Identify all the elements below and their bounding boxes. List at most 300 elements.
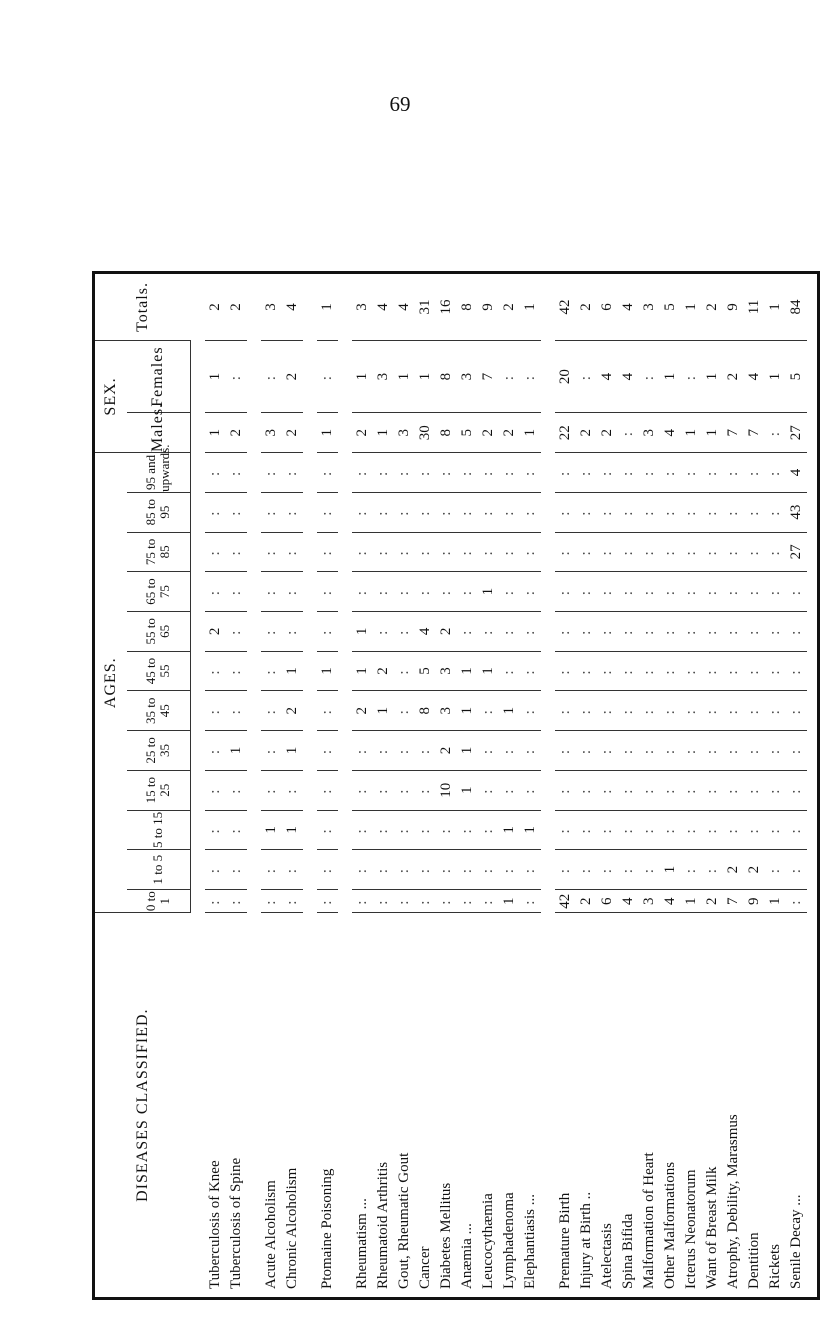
age-count-cell: : [499,850,520,890]
age-count-cell: : [786,572,807,612]
age-count-cell: : [576,691,597,731]
age-count-cell: : [723,651,744,691]
age-count-cell: 1 [457,651,478,691]
age-count-cell: : [436,850,457,890]
males-count-cell: 2 [282,413,303,453]
age-count-cell: : [555,850,576,890]
age-count-cell: 3 [436,651,457,691]
age-count-cell: : [282,532,303,572]
total-count-cell: 1 [317,273,338,341]
females-count-cell: 5 [786,340,807,412]
age-count-cell: : [786,731,807,771]
age-count-cell: 2 [744,850,765,890]
age-count-cell: : [555,770,576,810]
age-count-cell: 1 [457,731,478,771]
total-count-cell: 3 [639,273,660,341]
table-row [618,142,639,1299]
age-count-cell: : [618,691,639,731]
total-count-cell: 4 [618,273,639,341]
age-count-cell: : [478,890,499,913]
age-count-cell: : [457,572,478,612]
age-count-cell: : [478,810,499,850]
age-count-cell: : [660,810,681,850]
age-count-cell: 43 [786,492,807,532]
age-count-cell: : [415,890,436,913]
age-count-cell: : [261,651,282,691]
age-count-cell: : [457,611,478,651]
males-count-cell: : [618,413,639,453]
age-count-cell: : [457,890,478,913]
age-count-cell: 1 [352,611,373,651]
age-count-cell: : [681,691,702,731]
age-count-cell: : [786,850,807,890]
disease-name: Injury at Birth .. [576,913,597,1299]
age-count-cell: : [394,611,415,651]
age-count-cell: : [261,890,282,913]
age-count-cell: : [261,572,282,612]
total-count-cell: 4 [373,273,394,341]
age-count-cell: 1 [478,572,499,612]
age-count-cell: : [394,890,415,913]
age-count-cell: 4 [415,611,436,651]
age-count-cell: 6 [597,890,618,913]
age-count-cell: : [205,850,226,890]
age-count-cell: : [436,532,457,572]
age-count-cell: : [702,810,723,850]
age-count-cell: : [373,850,394,890]
disease-name: Lymphadenoma [499,913,520,1299]
disease-name: Gout, Rheumatic Gout [394,913,415,1299]
age-count-cell: : [394,651,415,691]
age-count-cell: : [765,691,786,731]
age-count-cell: : [744,532,765,572]
disease-table [92,140,820,1300]
age-count-cell: : [205,492,226,532]
females-count-cell: 1 [660,340,681,412]
age-count-cell: : [205,770,226,810]
table-row [576,142,597,1299]
age-count-cell: : [576,453,597,493]
age-count-cell: : [373,731,394,771]
age-count-cell: : [499,611,520,651]
age-count-cell: : [317,770,338,810]
disease-name: Cancer [415,913,436,1299]
age-count-cell: : [555,572,576,612]
age-count-cell: : [373,492,394,532]
age-count-cell: : [499,572,520,612]
age-count-cell: : [786,651,807,691]
disease-name: Atelectasis [597,913,618,1299]
age-count-cell: : [660,691,681,731]
total-count-cell: 4 [282,273,303,341]
females-count-cell: : [681,340,702,412]
group-spacer [303,142,317,1299]
females-count-cell: : [261,340,282,412]
females-count-cell: : [226,340,247,412]
spacer-cell [541,273,555,1299]
age-count-cell: : [520,770,541,810]
total-count-cell: 2 [226,273,247,341]
total-count-cell: 16 [436,273,457,341]
females-count-cell: 8 [436,340,457,412]
age-count-cell: : [261,492,282,532]
age-count-cell: : [373,810,394,850]
age-count-cell: : [786,890,807,913]
table-row [226,142,247,1299]
age-count-cell: : [639,453,660,493]
age-count-cell: : [520,691,541,731]
age-count-cell: : [576,611,597,651]
disease-name: Rickets [765,913,786,1299]
group-spacer [338,142,352,1299]
age-count-cell: : [282,770,303,810]
age-count-cell: : [415,453,436,493]
age-count-cell: : [205,651,226,691]
age-count-cell: : [576,492,597,532]
age-count-cell: : [394,770,415,810]
age-count-cell: 1 [499,810,520,850]
age-count-cell: : [576,850,597,890]
table-row [282,142,303,1299]
total-count-cell: 9 [478,273,499,341]
age-count-cell: 1 [317,651,338,691]
age-count-cell: : [499,492,520,532]
age-count-cell: : [261,850,282,890]
age-count-cell: 1 [478,651,499,691]
total-count-cell: 1 [765,273,786,341]
disease-name: Icterus Neonatorum [681,913,702,1299]
age-count-cell: : [478,850,499,890]
age-count-cell: : [415,532,436,572]
age-count-cell: : [744,651,765,691]
total-count-cell: 2 [205,273,226,341]
age-count-cell: : [555,532,576,572]
rotated-table-container [92,140,804,1300]
age-count-cell: : [226,770,247,810]
males-count-cell: 2 [597,413,618,453]
age-count-cell: : [394,691,415,731]
age-count-cell: 1 [282,731,303,771]
table-row [681,142,702,1299]
total-count-cell: 9 [723,273,744,341]
age-group-header: 65 to 75 [127,572,190,612]
age-count-cell: : [478,770,499,810]
total-count-cell: 3 [261,273,282,341]
age-count-cell: 1 [282,651,303,691]
age-count-cell: : [352,890,373,913]
age-count-cell: : [415,731,436,771]
males-count-cell: 1 [520,413,541,453]
age-count-cell: : [639,651,660,691]
age-count-cell: : [660,492,681,532]
disease-name: Elephantiasis ... [520,913,541,1299]
males-count-cell: 2 [226,413,247,453]
age-count-cell: : [226,890,247,913]
age-count-cell: 1 [373,691,394,731]
age-count-cell: : [744,691,765,731]
age-count-cell: : [205,890,226,913]
age-count-cell: : [436,890,457,913]
age-count-cell: : [373,890,394,913]
age-count-cell: : [317,453,338,493]
age-count-cell: 8 [415,691,436,731]
age-count-cell: : [702,731,723,771]
age-count-cell: : [723,731,744,771]
age-count-cell: 2 [702,890,723,913]
age-count-cell: : [702,532,723,572]
age-group-header: 25 to 35 [127,731,190,771]
total-count-cell: 8 [457,273,478,341]
age-count-cell: : [373,532,394,572]
age-count-cell: : [744,453,765,493]
females-count-cell: 4 [618,340,639,412]
age-count-cell: : [597,611,618,651]
age-count-cell: : [205,691,226,731]
age-count-cell: : [660,532,681,572]
age-count-cell: 4 [660,890,681,913]
age-count-cell: : [499,731,520,771]
age-count-cell: : [457,453,478,493]
age-count-cell: 7 [723,890,744,913]
males-count-cell: : [765,413,786,453]
spacer-cell [338,273,352,1299]
males-count-cell: 2 [478,413,499,453]
age-count-cell: : [618,572,639,612]
disease-name: Senile Decay ... [786,913,807,1299]
age-count-cell: : [702,850,723,890]
table-row [261,142,282,1299]
age-count-cell: 5 [415,651,436,691]
age-count-cell: 1 [765,890,786,913]
age-count-cell: : [415,810,436,850]
ages-header: AGES. [94,453,128,913]
age-count-cell: : [317,691,338,731]
age-count-cell: : [261,691,282,731]
females-count-cell: 1 [394,340,415,412]
females-count-cell: 4 [597,340,618,412]
age-count-cell: : [226,572,247,612]
age-count-cell: : [394,453,415,493]
age-count-cell: : [282,611,303,651]
age-count-cell: : [765,492,786,532]
age-count-cell: 4 [786,453,807,493]
age-count-cell: : [394,532,415,572]
males-count-cell: 3 [261,413,282,453]
age-group-header: 0 to 1 [127,890,190,913]
age-count-cell: : [394,492,415,532]
age-count-cell: : [478,611,499,651]
age-count-cell: : [261,770,282,810]
age-count-cell: : [618,611,639,651]
disease-name: Anæmia ... [457,913,478,1299]
age-count-cell: : [457,810,478,850]
age-count-cell: : [373,453,394,493]
age-count-cell: : [723,810,744,850]
age-count-cell: : [576,651,597,691]
age-count-cell: : [226,492,247,532]
group-spacer [541,142,555,1299]
disease-name: Want of Breast Milk [702,913,723,1299]
females-count-cell: : [520,340,541,412]
age-count-cell: : [597,691,618,731]
age-count-cell: : [618,770,639,810]
age-count-cell: : [576,731,597,771]
totals-header: Totals. [94,273,191,341]
table-row [723,142,744,1299]
age-count-cell: : [352,770,373,810]
age-count-cell: : [499,770,520,810]
age-count-cell: : [702,691,723,731]
total-count-cell: 5 [660,273,681,341]
total-count-cell: 1 [520,273,541,341]
age-count-cell: : [723,770,744,810]
age-count-cell: : [317,492,338,532]
disease-name: Ptomaine Poisoning [317,913,338,1299]
age-count-cell: 1 [681,890,702,913]
age-count-cell: : [765,572,786,612]
age-count-cell: : [555,611,576,651]
total-count-cell: 31 [415,273,436,341]
age-count-cell: : [457,850,478,890]
age-count-cell: : [352,492,373,532]
age-count-cell: : [499,651,520,691]
disease-name: Premature Birth [555,913,576,1299]
age-count-cell: : [744,611,765,651]
age-count-cell: : [618,850,639,890]
age-count-cell: : [394,731,415,771]
age-count-cell: : [478,492,499,532]
males-count-cell: 2 [499,413,520,453]
males-count-cell: 3 [639,413,660,453]
age-count-cell: : [457,532,478,572]
age-count-cell: : [205,810,226,850]
age-group-header: 35 to 45 [127,691,190,731]
age-count-cell: : [660,611,681,651]
age-count-cell: : [786,691,807,731]
age-count-cell: : [639,611,660,651]
age-count-cell: : [744,810,765,850]
table-row [639,142,660,1299]
age-count-cell: 4 [618,890,639,913]
males-count-cell: 7 [723,413,744,453]
table-row [499,142,520,1299]
females-count-cell: 3 [373,340,394,412]
age-count-cell: : [618,810,639,850]
age-count-cell: : [597,572,618,612]
age-count-cell: 27 [786,532,807,572]
age-count-cell: : [205,532,226,572]
age-count-cell: : [681,770,702,810]
age-count-cell: 1 [499,691,520,731]
table-row [205,142,226,1299]
age-count-cell: : [394,572,415,612]
group-spacer [190,142,205,1299]
age-count-cell: : [639,572,660,612]
age-count-cell: 2 [436,611,457,651]
age-group-header: 1 to 5 [127,850,190,890]
age-count-cell: : [520,850,541,890]
total-count-cell: 2 [499,273,520,341]
age-count-cell: 3 [436,691,457,731]
females-count-cell: 4 [744,340,765,412]
age-count-cell: : [520,731,541,771]
disease-name: Malformation of Heart [639,913,660,1299]
age-count-cell: : [205,453,226,493]
age-count-cell: : [317,611,338,651]
females-count-cell: 2 [282,340,303,412]
age-count-cell: : [660,770,681,810]
spacer-cell [247,273,261,1299]
age-count-cell: : [478,453,499,493]
age-count-cell: : [660,731,681,771]
age-count-cell: : [282,572,303,612]
age-count-cell: : [226,850,247,890]
table-row [765,142,786,1299]
disease-name: Dentition [744,913,765,1299]
age-count-cell: : [786,611,807,651]
total-count-cell: 42 [555,273,576,341]
age-count-cell: 2 [436,731,457,771]
age-count-cell: : [723,453,744,493]
table-row [373,142,394,1299]
age-count-cell: : [226,810,247,850]
bottom-border-cell [807,273,819,1299]
disease-name: Leucocythæmia [478,913,499,1299]
age-count-cell: : [744,572,765,612]
age-count-cell: : [618,651,639,691]
disease-name: Atrophy, Debility, Marasmus [723,913,744,1299]
age-count-cell: : [681,572,702,612]
age-count-cell: : [555,691,576,731]
age-count-cell: : [660,651,681,691]
page-number: 69 [389,92,411,116]
age-count-cell: : [352,850,373,890]
males-count-cell: 22 [555,413,576,453]
age-count-cell: : [576,532,597,572]
age-count-cell: : [576,572,597,612]
age-count-cell: : [261,611,282,651]
age-count-cell: : [317,810,338,850]
age-count-cell: : [205,731,226,771]
females-count-cell: 1 [765,340,786,412]
age-count-cell: : [618,492,639,532]
age-count-cell: : [415,572,436,612]
age-count-cell: : [702,453,723,493]
total-count-cell: 84 [786,273,807,341]
age-count-cell: : [765,850,786,890]
females-count-cell: : [499,340,520,412]
age-count-cell: : [555,810,576,850]
age-group-header: 95 and upwards. [127,453,190,493]
age-count-cell: : [618,453,639,493]
males-count-cell: 7 [744,413,765,453]
age-group-header: 55 to 65 [127,611,190,651]
age-count-cell: : [282,453,303,493]
age-count-cell: : [352,453,373,493]
females-count-cell: 1 [702,340,723,412]
males-count-cell: 27 [786,413,807,453]
age-count-cell: : [681,731,702,771]
disease-name: Acute Alcoholism [261,913,282,1299]
age-count-cell: : [226,453,247,493]
age-count-cell: 1 [499,890,520,913]
age-count-cell: : [681,850,702,890]
age-count-cell: : [555,492,576,532]
age-count-cell: 1 [226,731,247,771]
table-row [415,142,436,1299]
age-count-cell: 2 [282,691,303,731]
females-count-cell: 20 [555,340,576,412]
